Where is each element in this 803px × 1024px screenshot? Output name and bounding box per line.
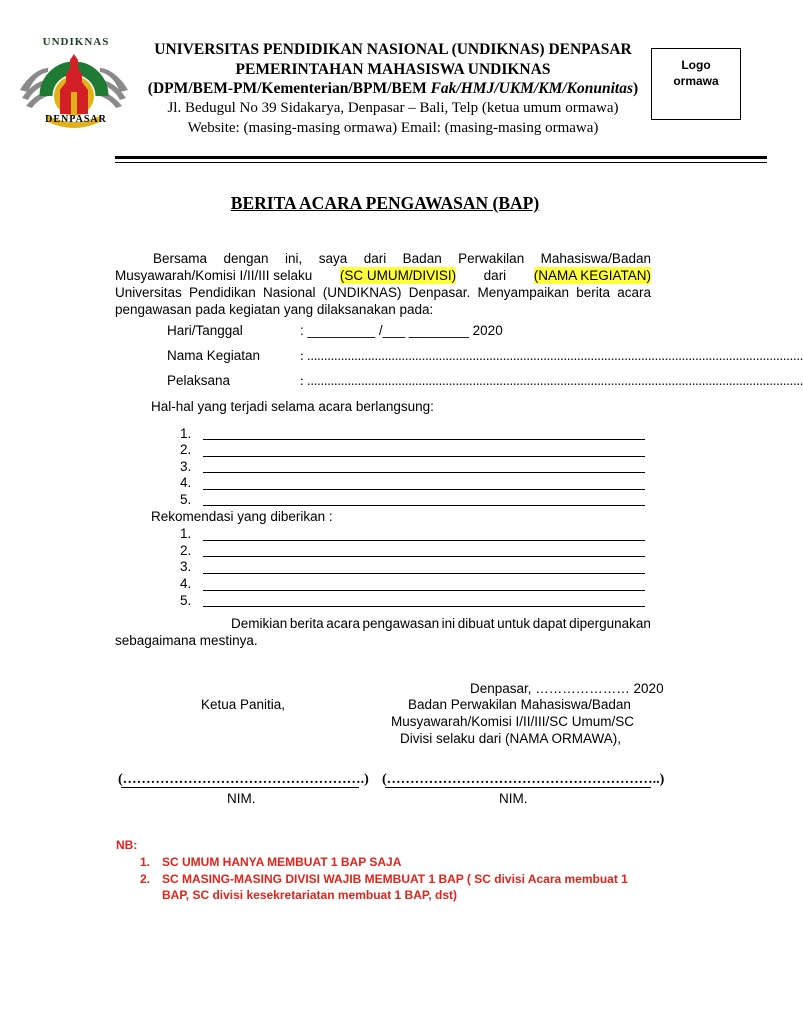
left-signature-line[interactable]: (…………………………………………….) bbox=[118, 772, 369, 787]
document-title: BERITA ACARA PENGAWASAN (BAP) bbox=[230, 193, 540, 213]
intro-word: ini, bbox=[285, 251, 303, 266]
logo-base-text: DENPASAR bbox=[45, 114, 107, 125]
header-org-bold: (DPM/BEM-PM/Kementerian/BPM/BEM bbox=[147, 80, 431, 97]
intro-word: Badan bbox=[402, 251, 442, 266]
header-divider-thin bbox=[115, 162, 767, 163]
header-divider-thick bbox=[115, 156, 767, 159]
intro-word: Pendidikan bbox=[188, 285, 256, 300]
logo-ormawa-box bbox=[651, 48, 741, 120]
intro-word: Bersama bbox=[153, 251, 208, 266]
field-value-executor[interactable]: : ................................................................................................................................................... bbox=[300, 373, 803, 388]
recommend-line-1[interactable] bbox=[203, 540, 645, 541]
header-address: Jl. Bedugul No 39 Sidakarya, Denpasar – Bali, Telp (ketua umum ormawa) bbox=[167, 100, 619, 116]
closing-word: acara bbox=[326, 616, 360, 631]
event-line-2[interactable] bbox=[203, 456, 645, 457]
nb-item-text: SC UMUM HANYA MEMBUAT 1 BAP SAJA bbox=[162, 855, 402, 869]
intro-line-4: pengawasan pada kegiatan yang dilaksanakan pada: bbox=[115, 302, 434, 317]
intro-text: Musyawarah/Komisi I/II/III selaku bbox=[115, 268, 313, 283]
intro-word: dengan bbox=[223, 251, 269, 266]
intro-word: Nasional bbox=[263, 285, 316, 300]
closing-word: dipergunakan bbox=[569, 616, 651, 631]
intro-word: Denpasar. bbox=[408, 285, 471, 300]
event-number: 5. bbox=[180, 492, 192, 507]
recommend-number: 2. bbox=[180, 543, 192, 558]
recommend-number: 4. bbox=[180, 576, 192, 591]
header-org-end: ) bbox=[633, 80, 639, 97]
right-signature-line[interactable]: (…………………………………………………..) bbox=[382, 772, 665, 787]
closing-word: untuk bbox=[497, 616, 531, 631]
event-line-5[interactable] bbox=[203, 505, 645, 506]
nb-item-number: 2. bbox=[140, 872, 151, 886]
logo-box-line1: Logo bbox=[681, 58, 711, 72]
intro-word: Mahasiswa/Badan bbox=[540, 251, 651, 266]
closing-word: berita bbox=[289, 616, 324, 631]
intro-word: Perwakilan bbox=[458, 251, 525, 266]
right-signatory-title-1: Badan Perwakilan Mahasiswa/Badan bbox=[408, 697, 631, 712]
logo-arc-text: UNDIKNAS bbox=[42, 36, 110, 48]
intro-word: dari bbox=[363, 251, 387, 266]
header-government: PEMERINTAHAN MAHASISWA UNDIKNAS bbox=[235, 61, 551, 78]
field-label-date: Hari/Tanggal bbox=[167, 323, 243, 338]
nb-item-text-continued: BAP, SC divisi kesekretariatan membuat 1 BAP, dst) bbox=[162, 888, 458, 902]
intro-word: (UNDIKNAS) bbox=[322, 285, 402, 300]
intro-text: dari bbox=[483, 268, 507, 283]
field-value-date[interactable]: : _________ /___ ________ 2020 bbox=[300, 323, 503, 338]
closing-line-1 bbox=[115, 615, 651, 632]
closing-line-2: sebagaimana mestinya. bbox=[115, 633, 258, 648]
right-signatory-title-2: Musyawarah/Komisi I/II/III/SC Umum/SC bbox=[391, 714, 635, 729]
recommend-number: 3. bbox=[180, 559, 192, 574]
intro-line-2 bbox=[115, 267, 651, 284]
intro-word: Menyampaikan bbox=[477, 285, 569, 300]
event-number: 3. bbox=[180, 459, 192, 474]
event-line-1[interactable] bbox=[203, 439, 645, 440]
left-nim-label: NIM. bbox=[227, 791, 256, 806]
recommend-number: 1. bbox=[180, 526, 192, 541]
closing-paragraph bbox=[115, 615, 651, 649]
event-line-3[interactable] bbox=[203, 472, 645, 473]
left-signature-underline bbox=[121, 787, 359, 788]
header-organizations bbox=[130, 80, 656, 98]
recommend-line-3[interactable] bbox=[203, 573, 645, 574]
intro-word: saya bbox=[318, 251, 348, 266]
closing-word: Demikian bbox=[231, 616, 288, 631]
closing-word: dibuat bbox=[457, 616, 495, 631]
recommend-number: 5. bbox=[180, 593, 192, 608]
event-line-4[interactable] bbox=[203, 489, 645, 490]
place-date: Denpasar, ………………… 2020 bbox=[470, 681, 664, 696]
logo-box-line2: ormawa bbox=[673, 74, 719, 88]
field-value-activity[interactable]: : ................................................................................................................................................... bbox=[300, 348, 803, 363]
right-signatory-title-3: Divisi selaku dari (NAMA ORMAWA), bbox=[400, 731, 622, 746]
header-website: Website: (masing-masing ormawa) Email: (masing-masing ormawa) bbox=[187, 120, 599, 136]
recommend-line-5[interactable] bbox=[203, 606, 645, 607]
field-label-executor: Pelaksana bbox=[167, 373, 231, 388]
intro-line-1 bbox=[115, 250, 651, 267]
field-label-activity: Nama Kegiatan bbox=[167, 348, 261, 363]
left-signatory-title: Ketua Panitia, bbox=[201, 697, 286, 712]
intro-word: acara bbox=[617, 285, 651, 300]
nb-label: NB: bbox=[116, 838, 138, 852]
event-number: 2. bbox=[180, 442, 192, 457]
intro-word: Universitas bbox=[115, 285, 182, 300]
recommend-line-4[interactable] bbox=[203, 590, 645, 591]
nb-item-number: 1. bbox=[140, 855, 151, 869]
recommend-line-2[interactable] bbox=[203, 556, 645, 557]
highlight-sc-divisi: (SC UMUM/DIVISI) bbox=[339, 268, 457, 283]
header-university: UNIVERSITAS PENDIDIKAN NASIONAL (UNDIKNAS) DENPASAR bbox=[154, 41, 632, 58]
recommend-heading: Rekomendasi yang diberikan : bbox=[151, 509, 333, 524]
right-signature-underline bbox=[385, 787, 651, 788]
intro-line-3 bbox=[115, 284, 651, 301]
event-number: 4. bbox=[180, 475, 192, 490]
events-heading: Hal-hal yang terjadi selama acara berlangsung: bbox=[151, 399, 434, 414]
right-nim-label: NIM. bbox=[499, 791, 528, 806]
closing-word: dapat bbox=[532, 616, 567, 631]
closing-word: ini bbox=[441, 616, 456, 631]
header-org-italic: Fak/HMJ/UKM/KM/Konunitas bbox=[430, 80, 634, 97]
nb-item-text: SC MASING-MASING DIVISI WAJIB MEMBUAT 1 BAP ( SC divisi Acara membuat 1 bbox=[162, 872, 628, 886]
closing-word: pengawasan bbox=[362, 616, 440, 631]
highlight-nama-kegiatan: (NAMA KEGIATAN) bbox=[533, 268, 651, 283]
event-number: 1. bbox=[180, 426, 192, 441]
intro-word: berita bbox=[576, 285, 610, 300]
intro-paragraph bbox=[115, 250, 651, 318]
